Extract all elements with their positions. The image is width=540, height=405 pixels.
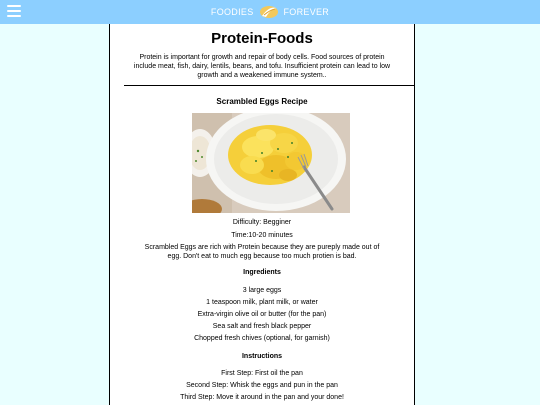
- intro-paragraph: Protein is important for growth and repair of body cells. Food sources of protein include meat, fish, dairy, lentils, beans, and tofu. Insufficient protein can lead to low growth and a weakened immune system..: [133, 54, 391, 79]
- instruction-step: First Step: First oil the pan: [221, 370, 303, 377]
- page-title: Protein-Foods: [211, 30, 313, 47]
- ingredient-item: 1 teaspoon milk, plant milk, or water: [206, 299, 318, 306]
- instruction-step: Third Step: Move it around in the pan and your done!: [180, 394, 344, 401]
- recipe-time: Time:10-20 minutes: [231, 232, 293, 239]
- section-divider: [124, 85, 414, 86]
- scrambled-eggs-photo: [192, 113, 350, 213]
- ingredient-item: Extra-virgin olive oil or butter (for the pan): [197, 311, 327, 318]
- brand-name-left: FOODIES: [210, 7, 254, 17]
- recipe-description: Scrambled Eggs are rich with Protein because they are pureply made out of egg. Don't eat to much egg because too much protien is bad.: [144, 244, 380, 260]
- top-nav-bar: [0, 0, 540, 24]
- recipe-difficulty: Difficulty: Begginer: [232, 219, 292, 226]
- recipe-title: Scrambled Eggs Recipe: [216, 97, 308, 106]
- instruction-step: Second Step: Whisk the eggs and pun in the pan: [186, 382, 338, 389]
- ingredient-item: Chopped fresh chives (optional, for garnish): [194, 335, 330, 342]
- leaf-swirl-logo: [258, 4, 280, 20]
- main-content: [109, 24, 415, 405]
- ingredient-item: 3 large eggs: [242, 287, 282, 294]
- ingredient-item: Sea salt and fresh black pepper: [212, 323, 312, 330]
- brand-name-right: FOREVER: [283, 7, 330, 17]
- ingredients-heading: Ingredients: [243, 269, 281, 276]
- site-brand[interactable]: [0, 0, 540, 24]
- instructions-heading: Instructions: [241, 353, 283, 360]
